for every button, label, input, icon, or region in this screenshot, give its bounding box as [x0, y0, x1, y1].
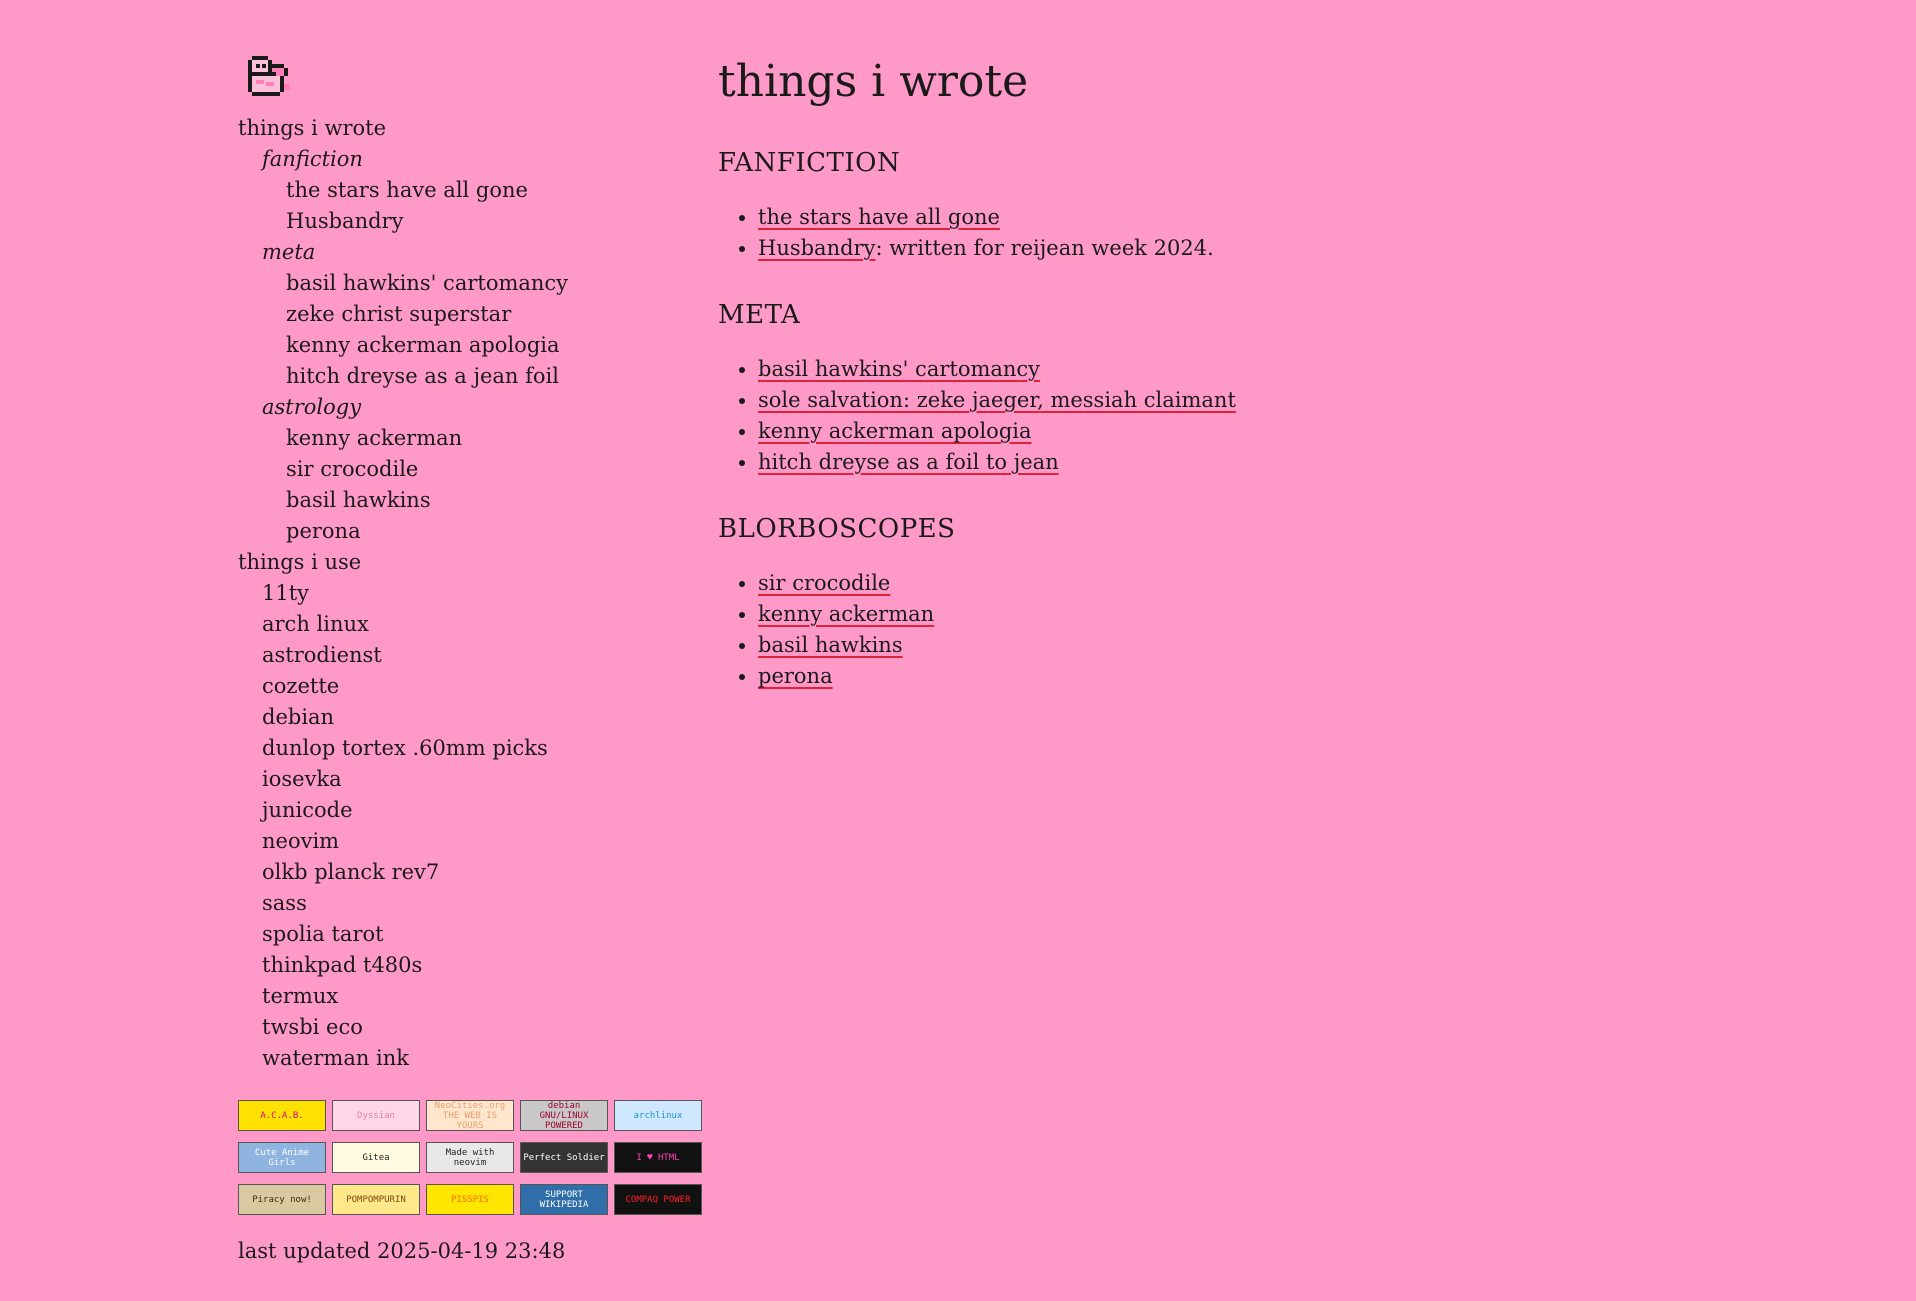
- last-updated: last updated 2025-04-19 23:48: [238, 1239, 566, 1263]
- badge-i-html[interactable]: I ♥ HTML: [614, 1142, 702, 1173]
- link-the-stars-have-all-gone[interactable]: the stars have all gone: [758, 205, 1000, 229]
- section-heading: BLORBOSCOPES: [718, 514, 956, 544]
- nav-link-things-i-use[interactable]: things i use: [238, 550, 362, 574]
- link-kenny-ackerman-apologia[interactable]: kenny ackerman apologia: [758, 419, 1032, 443]
- page-title: things i wrote: [718, 56, 1029, 107]
- badge-perfect-soldier[interactable]: Perfect Soldier: [520, 1142, 608, 1173]
- list-item: [758, 233, 1718, 264]
- link-perona[interactable]: perona: [758, 664, 833, 688]
- nav-link-kenny-ackerman-apologia[interactable]: kenny ackerman apologia: [286, 333, 560, 357]
- nav-link-termux[interactable]: termux: [262, 984, 339, 1008]
- nav-link-perona[interactable]: perona: [286, 519, 361, 543]
- list-item: [758, 568, 1718, 599]
- nav-link-spolia-tarot[interactable]: spolia tarot: [262, 922, 384, 946]
- site-nav: [238, 113, 708, 1074]
- badge-made-with-neovim[interactable]: Made with neovim: [426, 1142, 514, 1173]
- nav-link-husbandry[interactable]: Husbandry: [286, 209, 404, 233]
- nav-link-iosevka[interactable]: iosevka: [262, 767, 342, 791]
- nav-link-thinkpad-t480s[interactable]: thinkpad t480s: [262, 953, 423, 977]
- badge-piracy-now[interactable]: Piracy now!: [238, 1184, 326, 1215]
- section-list: [718, 202, 1718, 264]
- badge-pompompurin[interactable]: POMPOMPURIN: [332, 1184, 420, 1215]
- section-blorboscopes: [718, 514, 1718, 692]
- badge-row: [238, 1142, 708, 1173]
- section-list: [718, 568, 1718, 692]
- nav-link-neovim[interactable]: neovim: [262, 829, 340, 853]
- nav-link-sass[interactable]: sass: [262, 891, 307, 915]
- nav-link-twsbi-eco[interactable]: twsbi eco: [262, 1015, 363, 1039]
- sidebar: [238, 52, 708, 1263]
- section-heading: META: [718, 300, 801, 330]
- badge-support-wikipedia[interactable]: SUPPORT WIKIPEDIA: [520, 1184, 608, 1215]
- link-description: : written for reijean week 2024.: [875, 236, 1214, 260]
- section-list: [718, 354, 1718, 478]
- badge-row: [238, 1100, 708, 1131]
- list-item: [758, 630, 1718, 661]
- nav-link-astrodienst[interactable]: astrodienst: [262, 643, 382, 667]
- list-item: [758, 661, 1718, 692]
- list-item: [758, 447, 1718, 478]
- badge-grid: [238, 1100, 708, 1215]
- nav-category-fanfiction: fanfiction: [262, 147, 363, 171]
- nav-link-junicode[interactable]: junicode: [262, 798, 353, 822]
- badge-debian-gnu-linux-powered[interactable]: debian GNU/LINUX POWERED: [520, 1100, 608, 1131]
- link-husbandry[interactable]: Husbandry: [758, 236, 876, 260]
- nav-link-the-stars-have-all-gone[interactable]: the stars have all gone: [286, 178, 528, 202]
- main-content: [718, 52, 1718, 692]
- badge-compaq-power[interactable]: COMPAQ POWER: [614, 1184, 702, 1215]
- nav-category-astrology: astrology: [262, 395, 362, 419]
- nav-link-waterman-ink[interactable]: waterman ink: [262, 1046, 409, 1070]
- list-item: [758, 385, 1718, 416]
- badge-row: [238, 1184, 708, 1215]
- nav-link-olkb-planck-rev7[interactable]: olkb planck rev7: [262, 860, 440, 884]
- badge-archlinux[interactable]: archlinux: [614, 1100, 702, 1131]
- list-item: [758, 202, 1718, 233]
- link-basil-hawkins-cartomancy[interactable]: basil hawkins' cartomancy: [758, 357, 1041, 381]
- link-basil-hawkins[interactable]: basil hawkins: [758, 633, 903, 657]
- nav-link-sir-crocodile[interactable]: sir crocodile: [286, 457, 419, 481]
- nav-link-arch-linux[interactable]: arch linux: [262, 612, 369, 636]
- link-hitch-dreyse-as-a-foil-to-jean[interactable]: hitch dreyse as a foil to jean: [758, 450, 1059, 474]
- nav-link-kenny-ackerman[interactable]: kenny ackerman: [286, 426, 463, 450]
- nav-link-11ty[interactable]: 11ty: [262, 581, 310, 605]
- badge-neocities-org-the-web-is-yours[interactable]: NeoCities.org THE WEB IS YOURS: [426, 1100, 514, 1131]
- nav-link-basil-hawkins[interactable]: basil hawkins: [286, 488, 431, 512]
- list-item: [758, 354, 1718, 385]
- section-meta: [718, 300, 1718, 478]
- link-kenny-ackerman[interactable]: kenny ackerman: [758, 602, 935, 626]
- nav-link-dunlop-tortex-60mm-picks[interactable]: dunlop tortex .60mm picks: [262, 736, 548, 760]
- pink-pokemon-sprite-icon[interactable]: [242, 52, 294, 102]
- link-sole-salvation-zeke-jaeger-messiah-claimant[interactable]: sole salvation: zeke jaeger, messiah claimant: [758, 388, 1236, 412]
- nav-link-zeke-christ-superstar[interactable]: zeke christ superstar: [286, 302, 512, 326]
- nav-link-things-i-wrote[interactable]: things i wrote: [238, 116, 387, 140]
- section-heading: FANFICTION: [718, 148, 901, 178]
- section-fanfiction: [718, 148, 1718, 264]
- nav-category-meta: meta: [262, 240, 316, 264]
- badge-dyssian[interactable]: Dyssian: [332, 1100, 420, 1131]
- link-sir-crocodile[interactable]: sir crocodile: [758, 571, 891, 595]
- nav-link-debian[interactable]: debian: [262, 705, 335, 729]
- list-item: [758, 599, 1718, 630]
- sections: [718, 148, 1718, 692]
- badge-cute-anime-girls[interactable]: Cute Anime Girls: [238, 1142, 326, 1173]
- badge-a-c-a-b[interactable]: A.C.A.B.: [238, 1100, 326, 1131]
- nav-link-hitch-dreyse-as-a-jean-foil[interactable]: hitch dreyse as a jean foil: [286, 364, 559, 388]
- badge-pisspis[interactable]: PISSPIS: [426, 1184, 514, 1215]
- nav-link-cozette[interactable]: cozette: [262, 674, 340, 698]
- badge-gitea[interactable]: Gitea: [332, 1142, 420, 1173]
- nav-link-basil-hawkins-cartomancy[interactable]: basil hawkins' cartomancy: [286, 271, 569, 295]
- list-item: [758, 416, 1718, 447]
